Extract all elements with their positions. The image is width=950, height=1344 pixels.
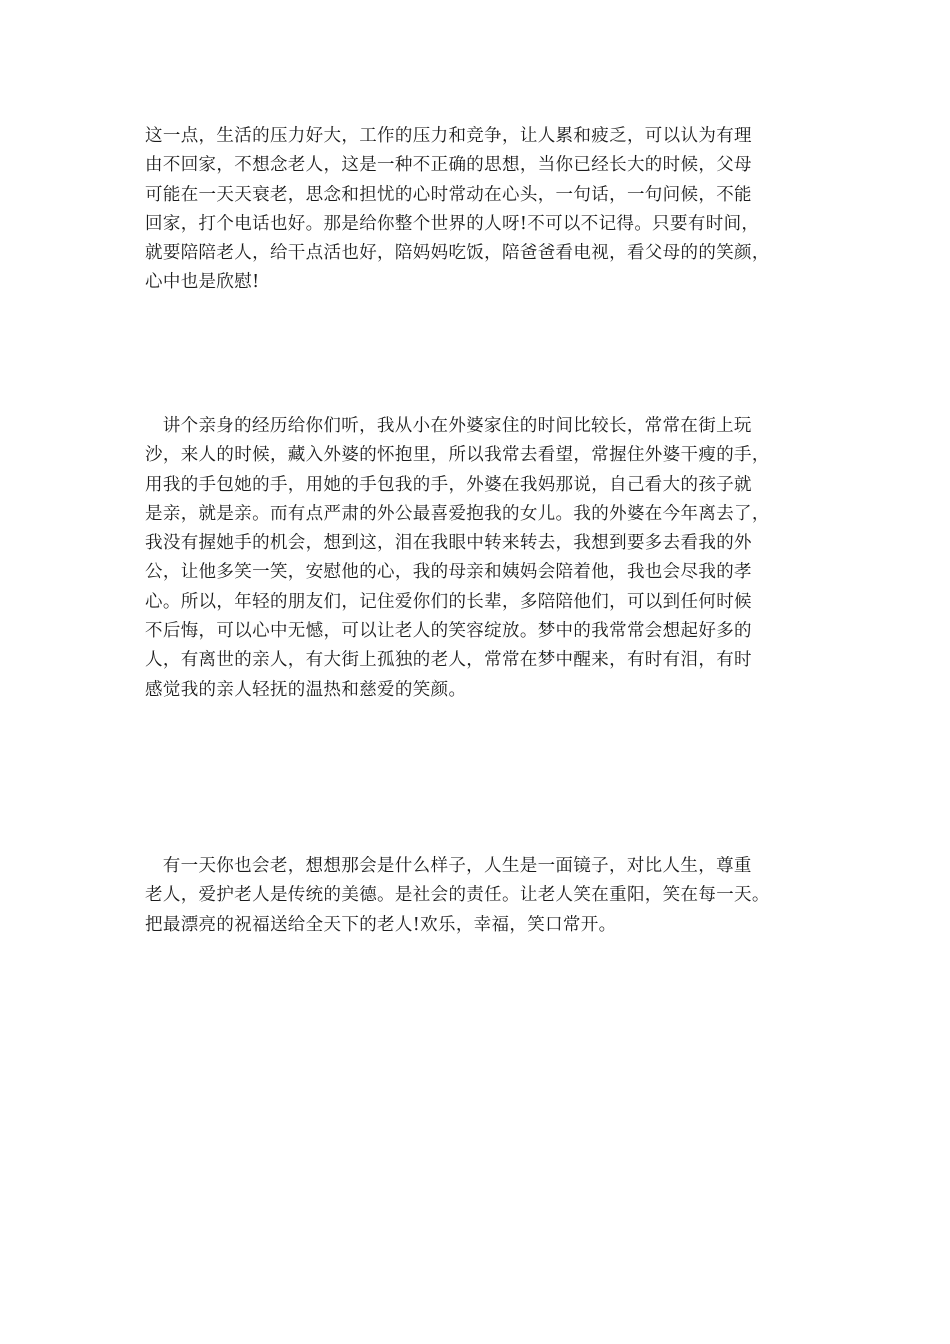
text-line: 有一天你也会老，想想那会是什么样子，人生是一面镜子，对比人生，尊重 (145, 856, 752, 876)
text-line: 感觉我的亲人轻抚的温热和慈爱的笑颜。 (145, 679, 467, 700)
text-line: 就要陪陪老人，给干点活也好，陪妈妈吃饭，陪爸爸看电视，看父母的的笑颜， (145, 243, 770, 264)
text-line: 回家，打个电话也好。那是给你整个世界的人呀!不可以不记得。只要有时间， (145, 213, 760, 234)
text-line: 用我的手包她的手，用她的手包我的手，外婆在我妈那说，自己看大的孩子就 (145, 474, 752, 495)
text-line: 人，有离世的亲人，有大街上孤独的老人，常常在梦中醒来，有时有泪，有时 (145, 650, 752, 671)
paragraph-1 (145, 122, 810, 298)
text-line: 沙，来人的时候，藏入外婆的怀抱里，所以我常去看望，常握住外婆干瘦的手， (145, 445, 770, 466)
paragraph-3 (145, 852, 810, 940)
text-line: 心。所以，年轻的朋友们，记住爱你们的长辈，多陪陪他们，可以到任何时候 (145, 591, 752, 612)
text-line: 是亲，就是亲。而有点严肃的外公最喜爱抱我的女儿。我的外婆在今年离去了， (145, 503, 770, 524)
text-line: 老人，爱护老人是传统的美德。是社会的责任。让老人笑在重阳，笑在每一天。 (145, 885, 770, 906)
text-line: 讲个亲身的经历给你们听，我从小在外婆家住的时间比较长，常常在街上玩 (145, 416, 752, 436)
text-line: 这一点，生活的压力好大，工作的压力和竞争，让人累和疲乏，可以认为有理 (145, 126, 752, 146)
text-line: 可能在一天天衰老，思念和担忧的心时常动在心头，一句话，一句问候，不能 (145, 184, 752, 205)
text-line: 心中也是欣慰! (145, 272, 260, 293)
text-line: 把最漂亮的祝福送给全天下的老人!欢乐，幸福，笑口常开。 (145, 914, 617, 935)
paragraph-2 (145, 412, 810, 705)
text-line: 不后悔，可以心中无憾，可以让老人的笑容绽放。梦中的我常常会想起好多的 (145, 621, 752, 642)
text-line: 由不回家，不想念老人，这是一种不正确的思想，当你已经长大的时候，父母 (145, 155, 752, 176)
text-line: 公，让他多笑一笑，安慰他的心，我的母亲和姨妈会陪着他，我也会尽我的孝 (145, 562, 752, 583)
text-line: 我没有握她手的机会，想到这，泪在我眼中转来转去，我想到要多去看我的外 (145, 533, 752, 554)
